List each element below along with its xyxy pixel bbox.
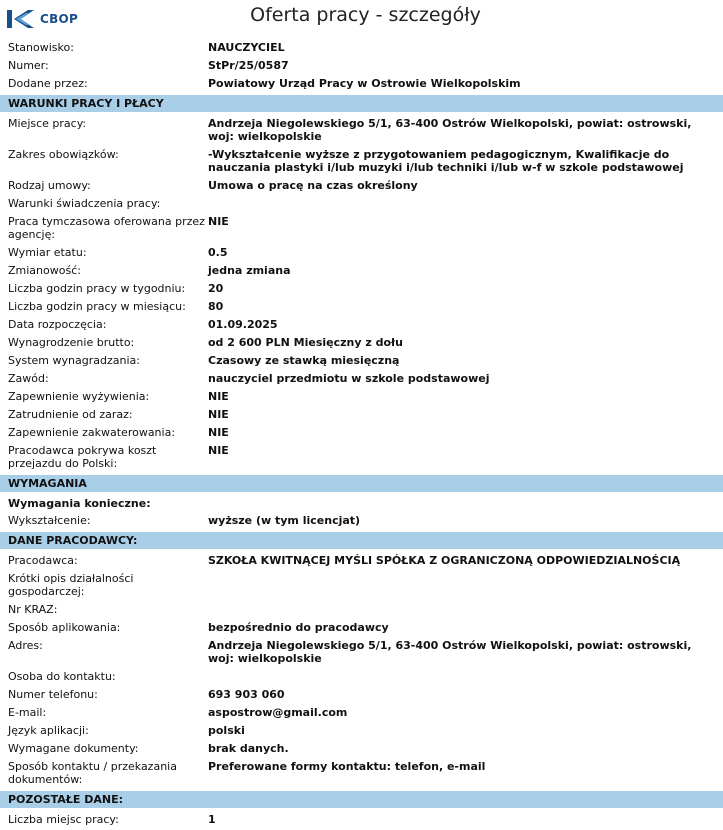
detail-row: [0, 281, 723, 299]
field-label: Pracodawca pokrywa koszt przejazdu do Polski:: [8, 444, 157, 470]
detail-row: [0, 443, 723, 474]
field-label: Osoba do kontaktu:: [8, 670, 116, 683]
field-label: Liczba miejsc pracy:: [8, 813, 119, 826]
field-label: Sposób aplikowania:: [8, 621, 121, 634]
field-label: Warunki świadczenia pracy:: [8, 197, 161, 210]
field-label: Pracodawca:: [8, 554, 78, 567]
field-label: Zawód:: [8, 372, 49, 385]
field-label: E-mail:: [8, 706, 47, 719]
detail-row: [0, 513, 723, 531]
field-label: Zatrudnienie od zaraz:: [8, 408, 133, 421]
field-label: Sposób kontaktu / przekazania dokumentów:: [8, 760, 177, 786]
section-header-pozostale: POZOSTAŁE DANE:: [0, 791, 723, 808]
detail-row: [0, 723, 723, 741]
detail-row: [0, 425, 723, 443]
field-label: Zakres obowiązków:: [8, 148, 119, 161]
field-value: SZKOŁA KWITNĄCEJ MYŚLI SPÓŁKA Z OGRANICZONĄ ODPOWIEDZIALNOŚCIĄ: [208, 554, 681, 567]
field-label: Nr KRAZ:: [8, 603, 58, 616]
field-label: Liczba godzin pracy w miesiącu:: [8, 300, 186, 313]
section-header-pracodawca: DANE PRACODAWCY:: [0, 532, 723, 549]
field-value: [208, 603, 723, 616]
field-value: bezpośrednio do pracodawcy: [208, 621, 389, 634]
detail-row: [0, 263, 723, 281]
section-header-wymagania: WYMAGANIA: [0, 475, 723, 492]
offer-details: [0, 40, 723, 830]
detail-row: [0, 602, 723, 620]
field-value: NAUCZYCIEL: [208, 41, 285, 54]
field-label: Język aplikacji:: [8, 724, 89, 737]
field-value: od 2 600 PLN Miesięczny z dołu: [208, 336, 403, 349]
section-header-warunki: WARUNKI PRACY I PŁACY: [0, 95, 723, 112]
field-value: [208, 572, 723, 598]
detail-row: [0, 196, 723, 214]
field-value: nauczyciel przedmiotu w szkole podstawowej: [208, 372, 490, 385]
detail-row: [0, 389, 723, 407]
field-value: 01.09.2025: [208, 318, 278, 331]
logo-text: CBOP: [40, 12, 79, 26]
field-label: Miejsce pracy:: [8, 117, 87, 130]
field-value: 80: [208, 300, 224, 313]
detail-row: [0, 335, 723, 353]
detail-row: [0, 553, 723, 571]
field-value: NIE: [208, 390, 229, 403]
field-value: -Wykształcenie wyższe z przygotowaniem pedagogicznym, Kwalifikacje do nauczania plastyki i/lub muzyki i/lub techniki i/lub w-f w szkole podstawowej: [208, 148, 684, 174]
section-pozostale: [0, 812, 723, 830]
field-value: [208, 197, 723, 210]
field-label: Wymagane dokumenty:: [8, 742, 139, 755]
detail-row: [0, 812, 723, 830]
detail-row: [0, 40, 723, 58]
section-pracodawca: [0, 553, 723, 790]
field-label: Zapewnienie zakwaterowania:: [8, 426, 176, 439]
field-label: Zapewnienie wyżywienia:: [8, 390, 150, 403]
field-label: Adres:: [8, 639, 43, 652]
detail-row: [0, 620, 723, 638]
field-value: jedna zmiana: [208, 264, 291, 277]
detail-row: [0, 571, 723, 602]
field-value: [208, 670, 723, 683]
field-label: Zmianowość:: [8, 264, 81, 277]
field-value: wyższe (w tym licencjat): [208, 514, 361, 527]
field-value: StPr/25/0587: [208, 59, 289, 72]
detail-row: [0, 76, 723, 94]
field-label: Dodane przez:: [8, 77, 88, 90]
page-title: Oferta pracy - szczegóły: [250, 4, 481, 26]
field-value: 20: [208, 282, 224, 295]
field-value: Andrzeja Niegolewskiego 5/1, 63-400 Ostrów Wielkopolski, powiat: ostrowski, woj: wielkopolskie: [208, 639, 692, 665]
field-label: Data rozpoczęcia:: [8, 318, 107, 331]
section-wymagania: [0, 513, 723, 531]
field-value: Andrzeja Niegolewskiego 5/1, 63-400 Ostrów Wielkopolski, powiat: ostrowski, woj: wielkopolskie: [208, 117, 692, 143]
detail-row: [0, 669, 723, 687]
detail-row: [0, 214, 723, 245]
field-label: Numer telefonu:: [8, 688, 98, 701]
detail-row: [0, 741, 723, 759]
field-label: Krótki opis działalności gospodarczej:: [8, 572, 134, 598]
detail-row: [0, 116, 723, 147]
field-label: Wykształcenie:: [8, 514, 91, 527]
field-value: NIE: [208, 408, 229, 421]
section-warunki: [0, 116, 723, 474]
page-header: [0, 0, 723, 40]
field-value: brak danych.: [208, 742, 289, 755]
field-value: 0.5: [208, 246, 228, 259]
field-value: 1: [208, 813, 216, 826]
field-label: Stanowisko:: [8, 41, 74, 54]
offer-summary: [0, 40, 723, 94]
field-value: 693 903 060: [208, 688, 285, 701]
field-label: Wynagrodzenie brutto:: [8, 336, 135, 349]
field-value: NIE: [208, 215, 229, 228]
detail-row: [0, 407, 723, 425]
detail-row: [0, 299, 723, 317]
detail-row: [0, 759, 723, 790]
detail-row: [0, 245, 723, 263]
requirements-subheading: Wymagania konieczne:: [8, 497, 151, 510]
field-value: NIE: [208, 444, 229, 457]
detail-row: [0, 705, 723, 723]
field-label: Praca tymczasowa oferowana przez agencję:: [8, 215, 205, 241]
detail-row: [0, 687, 723, 705]
detail-row: [0, 353, 723, 371]
field-label: Wymiar etatu:: [8, 246, 87, 259]
field-value: polski: [208, 724, 245, 737]
detail-row: [0, 371, 723, 389]
field-value: Umowa o pracę na czas określony: [208, 179, 418, 192]
field-label: Liczba godzin pracy w tygodniu:: [8, 282, 186, 295]
detail-row: [0, 638, 723, 669]
field-label: Numer:: [8, 59, 49, 72]
field-label: System wynagradzania:: [8, 354, 140, 367]
detail-row: [0, 317, 723, 335]
field-value: aspostrow@gmail.com: [208, 706, 348, 719]
detail-row: [0, 178, 723, 196]
field-label: Rodzaj umowy:: [8, 179, 91, 192]
field-value: Czasowy ze stawką miesięczną: [208, 354, 400, 367]
detail-row: [0, 58, 723, 76]
field-value: NIE: [208, 426, 229, 439]
field-value: Preferowane formy kontaktu: telefon, e-mail: [208, 760, 486, 773]
field-value: Powiatowy Urząd Pracy w Ostrowie Wielkopolskim: [208, 77, 521, 90]
detail-row: [0, 147, 723, 178]
